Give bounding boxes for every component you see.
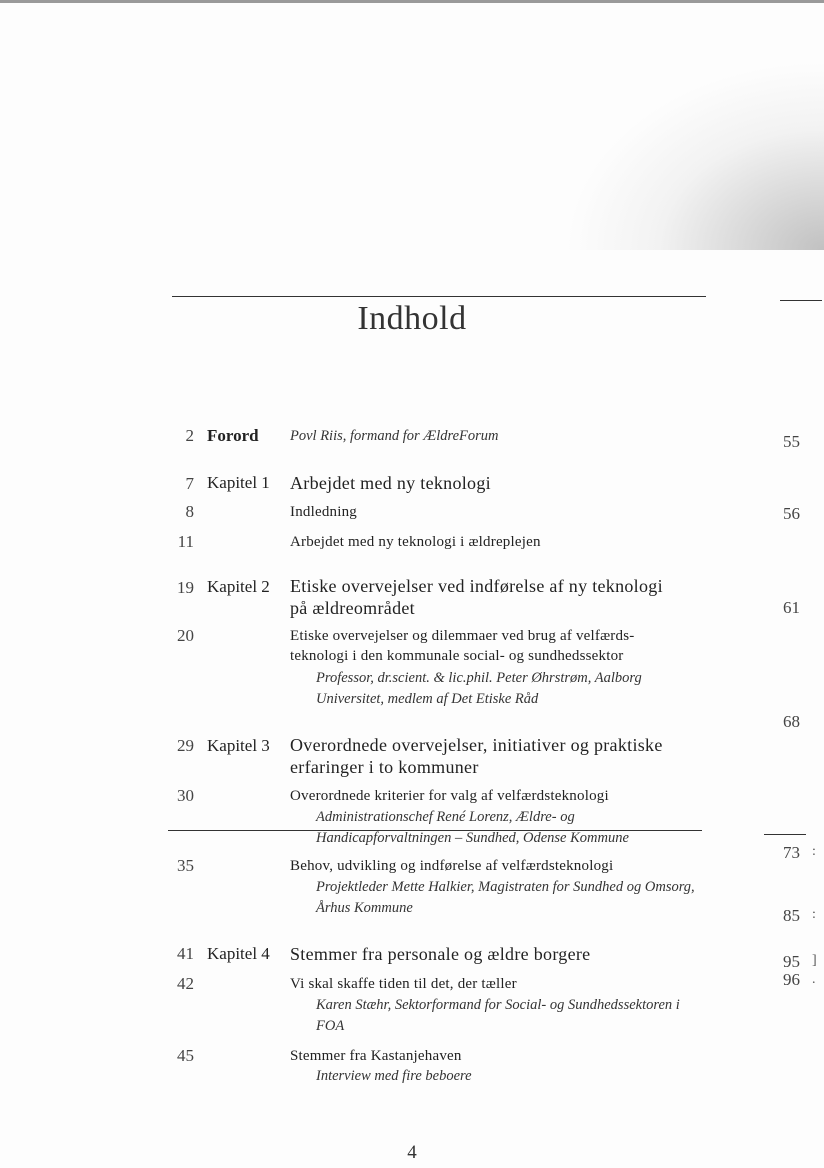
toc-chapter-title: Stemmer fra personale og ældre borgere [290,944,591,964]
toc-entry-title: Stemmer fra Kastanjehaven [290,1048,462,1064]
toc-chapter-title: Arbejdet med ny teknologi [290,473,491,493]
toc-entry-title: Behov, udvikling og indførelse af velfærdsteknologi [290,858,614,874]
toc-entry-title: Etiske overvejelser og dilemmaer ved brug af velfærds-teknologi i den kommunale social- og sundhedssektor [290,628,635,664]
facing-page-number: 96 [783,970,800,989]
toc-page-number: 8 [185,502,194,521]
facing-bottom-rule [764,834,806,835]
facing-page-number: 55 [783,432,800,451]
facing-page-number: 68 [783,712,800,731]
toc-author: Povl Riis, formand for ÆldreForum [290,428,499,444]
edge-mark: : [812,844,816,859]
facing-page-number: 56 [783,504,800,523]
page-title: Indhold [357,300,467,337]
toc-chapter-label: Kapitel 4 [207,944,270,963]
toc-chapter-label: Kapitel 1 [207,473,270,492]
scan-edge [0,0,824,3]
toc-page-number: 2 [185,426,194,445]
edge-mark: : [812,907,816,922]
toc-page-number: 7 [185,474,194,493]
toc-author: Administrationschef René Lorenz, Ældre- og Handicapforvaltningen – Sundhed, Odense Kommune [316,809,629,846]
toc-entry-title: Overordnede kriterier for valg af velfærdsteknologi [290,788,609,804]
toc-page-number: 42 [177,974,194,993]
toc-entry-title: Vi skal skaffe tiden til det, der tæller [290,976,517,992]
toc-chapter-label: Kapitel 3 [207,736,270,755]
toc-page-number: 30 [177,786,194,805]
page-number: 4 [407,1142,417,1163]
top-rule [172,296,706,297]
scan-shadow [564,60,824,250]
toc-chapter-title: Overordnede overvejelser, initiativer og praktiske erfaringer i to kommuner [290,735,663,777]
facing-page-number: 73 [783,843,800,862]
toc-page-number: 20 [177,626,194,645]
edge-mark: ] [812,953,817,968]
toc-page-number: 11 [177,532,194,551]
toc-chapter-title: Etiske overvejelser ved indførelse af ny teknologi på ældreområdet [290,576,663,618]
edge-mark: . [812,972,816,987]
toc-page-number: 29 [177,736,194,755]
toc-author: Projektleder Mette Halkier, Magistraten for Sundhed og Omsorg, Århus Kommune [316,879,695,916]
toc-page-number: 41 [177,944,194,963]
toc-page-number: 45 [177,1046,194,1065]
facing-page-number: 85 [783,906,800,925]
facing-page-number: 95 [783,952,800,971]
toc-author: Professor, dr.scient. & lic.phil. Peter Øhrstrøm, Aalborg Universitet, medlem af Det Etiske Råd [316,670,642,707]
toc-author: Karen Stæhr, Sektorformand for Social- og Sundhedssektoren i FOA [316,997,680,1034]
toc-section-label: Forord [207,426,259,445]
toc-chapter-label: Kapitel 2 [207,577,270,596]
toc-author: Interview med fire beboere [316,1068,472,1084]
facing-page-number: 61 [783,598,800,617]
toc-page-number: 19 [177,578,194,597]
toc-entry-title: Arbejdet med ny teknologi i ældreplejen [290,534,541,550]
toc-page-number: 35 [177,856,194,875]
toc-entry-title: Indledning [290,504,357,520]
